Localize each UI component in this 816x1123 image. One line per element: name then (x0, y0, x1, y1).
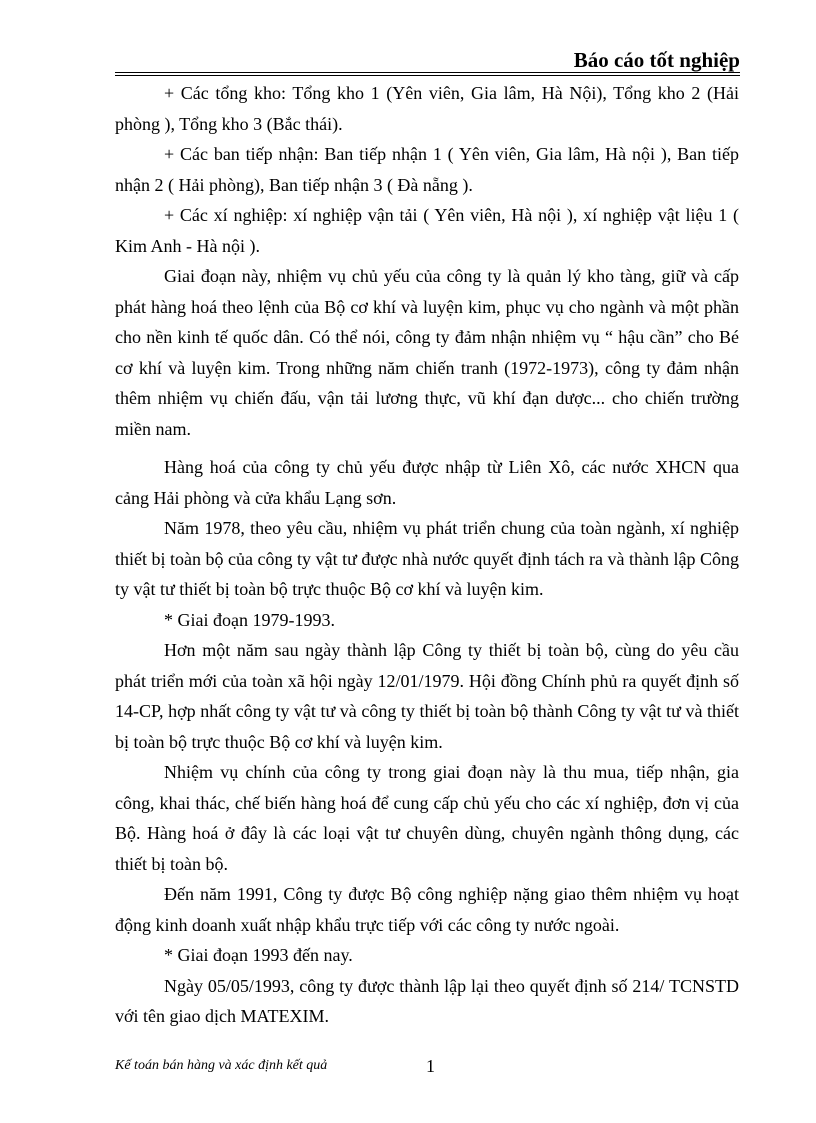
paragraph: Giai đoạn này, nhiệm vụ chủ yếu của công ty là quản lý kho tàng, giữ và cấp phát hàng hoá theo lệnh của Bộ cơ khí và luyện kim, phục vụ cho ngành và một phần cho nền kinh tế quốc dân. Có thể nói, công ty đảm nhận nhiệm vụ “ hậu cần” cho Bé cơ khí và luyện kim. Trong những năm chiến tranh (1972-1973), công ty đảm nhận thêm nhiệm vụ chiến đấu, vận tải lương thực, vũ khí đạn dược... cho chiến trường miền nam. (115, 266, 739, 439)
page-number: 1 (426, 1056, 435, 1076)
footer-title: Kế toán bán hàng và xác định kết quả (115, 1058, 328, 1073)
paragraph: Năm 1978, theo yêu cầu, nhiệm vụ phát triển chung của toàn ngành, xí nghiệp thiết bị toàn bộ của công ty vật tư được nhà nước quyết định tách ra và thành lập Công ty vật tư thiết bị toàn bộ trực thuộc Bộ cơ khí và luyện kim. (115, 518, 739, 599)
paragraph: + Các tổng kho: Tổng kho 1 (Yên viên, Gia lâm, Hà Nội), Tổng kho 2 (Hải phòng ), Tổng kho 3 (Bắc thái). (115, 83, 739, 134)
paragraph: Nhiệm vụ chính của công ty trong giai đoạn này là thu mua, tiếp nhận, gia công, khai thác, chế biến hàng hoá để cung cấp chủ yếu cho các xí nghiệp, đơn vị của Bộ. Hàng hoá ở đây là các loại vật tư chuyên dùng, chuyên ngành thông dụng, các thiết bị toàn bộ. (115, 762, 739, 874)
section-heading: * Giai đoạn 1979-1993. (164, 609, 335, 630)
header-rule (115, 72, 740, 73)
paragraph: Ngày 05/05/1993, công ty được thành lập lại theo quyết định số 214/ TCNSTD với tên giao dịch MATEXIM. (115, 975, 739, 1026)
document-body (115, 78, 739, 1032)
header-rule-second (115, 75, 740, 76)
paragraph: + Các xí nghiệp: xí nghiệp vận tải ( Yên viên, Hà nội ), xí nghiệp vật liệu 1 ( Kim Anh - Hà nội ). (115, 205, 739, 256)
header-title: Báo cáo tốt nghiệp (573, 48, 740, 72)
section-heading: * Giai đoạn 1993 đến nay. (164, 945, 353, 965)
paragraph: Hơn một năm sau ngày thành lập Công ty thiết bị toàn bộ, cùng do yêu cầu phát triển mới của toàn xã hội ngày 12/01/1979. Hội đồng Chính phủ ra quyết định số 14-CP, hợp nhất công ty vật tư và công ty thiết bị toàn bộ thành Công ty vật tư và thiết bị toàn bộ trực thuộc Bộ cơ khí và luyện kim. (115, 640, 739, 752)
paragraph: Hàng hoá của công ty chủ yếu được nhập từ Liên Xô, các nước XHCN qua cảng Hải phòng và cửa khẩu Lạng sơn. (115, 457, 739, 508)
paragraph: + Các ban tiếp nhận: Ban tiếp nhận 1 ( Yên viên, Gia lâm, Hà nội ), Ban tiếp nhận 2 ( Hải phòng), Ban tiếp nhận 3 ( Đà nẵng ). (115, 144, 739, 195)
paragraph: Đến năm 1991, Công ty được Bộ công nghiệp nặng giao thêm nhiệm vụ hoạt động kinh doanh xuất nhập khẩu trực tiếp với các công ty nước ngoài. (115, 884, 739, 935)
